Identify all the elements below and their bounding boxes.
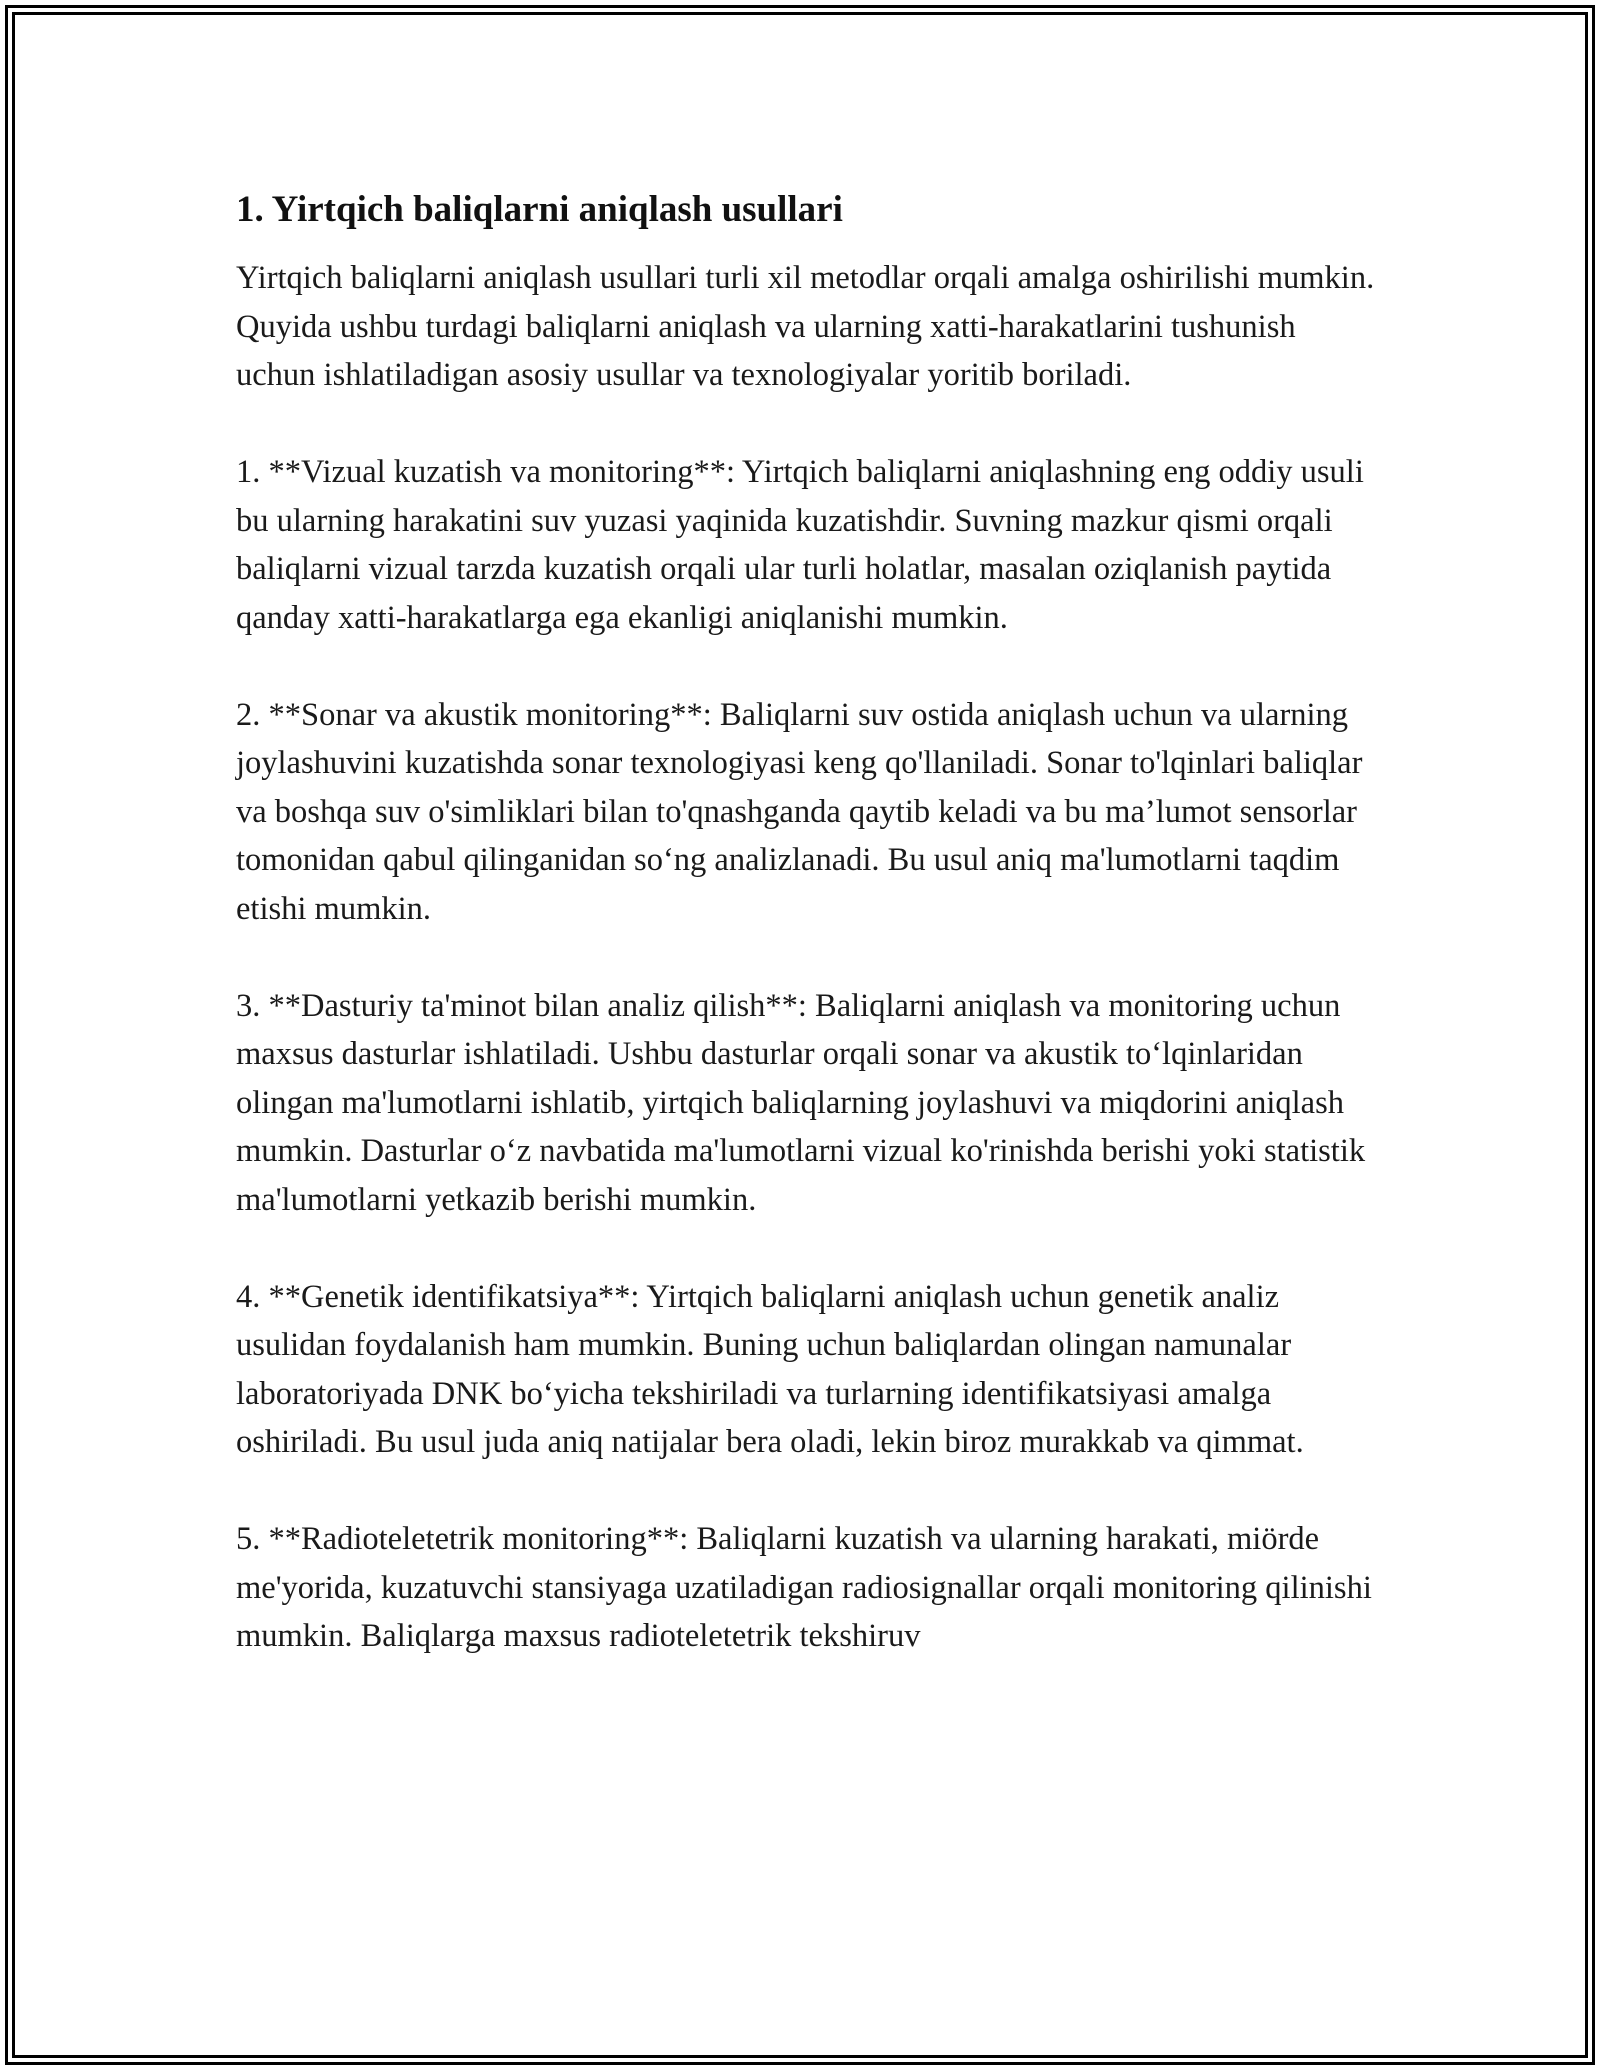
method-item-radio: 5. **Radioteletetrik monitoring**: Baliqlarni kuzatish va ularning harakati, miörde me'yorida, kuzatuvchi stansiyaga uzatiladigan radiosignallar orqali monitoring qilinishi mumkin. Baliqlarga maxsus radioteletetrik tekshiruv [236,1521,1372,1654]
method-item-genetic: 4. **Genetik identifikatsiya**: Yirtqich baliqlarni aniqlash uchun genetik analiz usulidan foydalanish ham mumkin. Buning uchun baliqlardan olingan namunalar laboratoriyada DNK bo‘yicha tekshiriladi va turlarning identifikatsiyasi amalga oshiriladi. Bu usul juda aniq natijalar bera oladi, lekin biroz murakkab va qimmat. [236,1278,1304,1460]
method-item-sonar: 2. **Sonar va akustik monitoring**: Baliqlarni suv ostida aniqlash uchun va ularning joylashuvini kuzatishda sonar texnologiyasi keng qo'llaniladi. Sonar to'lqinlari baliqlar va boshqa suv o'simliklari bilan to'qnashganda qaytib keladi va bu ma’lumot sensorlar tomonidan qabul qilinganidan so‘ng analizlanadi. Bu usul aniq ma'lumotlarni taqdim etishi mumkin. [236,696,1363,927]
document-body [236,186,1376,1709]
method-item-software: 3. **Dasturiy ta'minot bilan analiz qilish**: Baliqlarni aniqlash va monitoring uchun maxsus dasturlar ishlatiladi. Ushbu dasturlar orqali sonar va akustik to‘lqinlaridan olingan ma'lumotlarni ishlatib, yirtqich baliqlarning joylashuvi va miqdorini aniqlash mumkin. Dasturlar o‘z navbatida ma'lumotlarni vizual ko'rinishda berishi yoki statistik ma'lumotlarni yetkazib berishi mumkin. [236,987,1366,1218]
section-heading: 1. Yirtqich baliqlarni aniqlash usullari [236,189,843,230]
intro-paragraph: Yirtqich baliqlarni aniqlash usullari turli xil metodlar orqali amalga oshirilishi mumkin. Quyida ushbu turdagi baliqlarni aniqlash va ularning xatti-harakatlarini tushunish uchun ishlatiladigan asosiy usullar va texnologiyalar yoritib boriladi. [236,260,1375,393]
method-item-visual: 1. **Vizual kuzatish va monitoring**: Yirtqich baliqlarni aniqlashning eng oddiy usuli bu ularning harakatini suv yuzasi yaqinida kuzatishdir. Suvning mazkur qismi orqali baliqlarni vizual tarzda kuzatish orqali ular turli holatlar, masalan oziqlanish paytida qanday xatti-harakatlarga ega ekanligi aniqlanishi mumkin. [236,454,1364,636]
